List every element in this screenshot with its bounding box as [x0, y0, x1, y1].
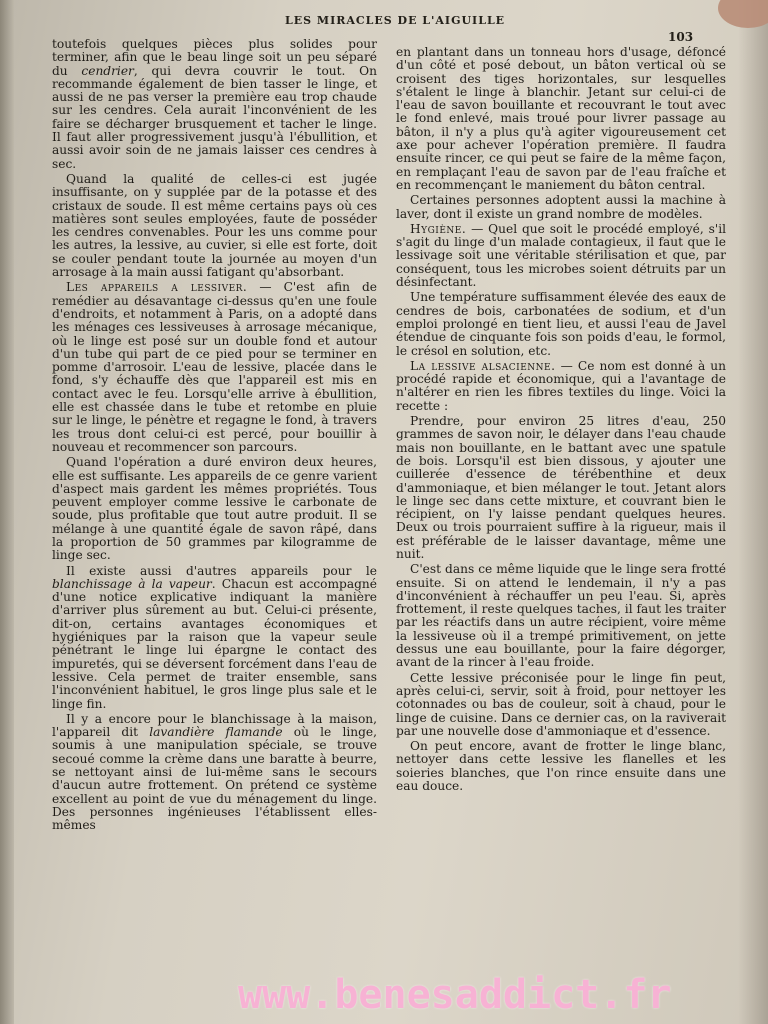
left-column: [52, 38, 377, 835]
paragraph: On peut encore, avant de frotter le linge blanc, nettoyer dans cette lessive les flanelles et les soieries blanches, que l'on rince ensuite dans une eau douce.: [396, 739, 726, 794]
paragraph: Cette lessive préconisée pour le linge fin peut, après celui-ci, servir, soit à froid, pour nettoyer les cotonnades ou bas de couleur, soit à chaud, pour le linge de cuisine. Dans ce dernier cas, on la raviverait par une nouvelle dose d'ammoniaque et d'essence.: [396, 670, 726, 738]
page-gutter-shadow: [0, 0, 14, 1024]
page-number: 103: [668, 30, 694, 44]
section-heading: Les appareils a lessiver.: [66, 280, 248, 295]
paragraph: Quand l'opération a duré environ deux heures, elle est suffisante. Les appareils de ce genre varient d'aspect mais gardent les mêmes propriétés. Tous peuvent employer comme lessive le carbonate de soude, plus profitable que tout autre produit. Il se mélange à une quantité égale de savon râpé, dans la proportion de 50 grammes par kilogramme de linge sec.: [52, 455, 377, 563]
paragraph: en plantant dans un tonneau hors d'usage, défoncé d'un côté et posé debout, un bâton vertical où se croisent des tiges horizontales, sur lesquelles s'étalent le linge à blanchir. Jetant sur celui-ci de l'eau de savon bouillante et recouvrant le tout avec le fond enlevé, mais troué pour livrer passage au bâton, il n'y a plus qu'à agiter vigoureusement cet axe pour achever l'opération première. Il faudra ensuite rincer, ce qui peut se faire de la même façon, en remplaçant l'eau de savon par de l'eau fraîche et en recommençant le maniement du bâton central.: [396, 45, 726, 192]
paragraph: C'est dans ce même liquide que le linge sera frotté ensuite. Si on attend le lendemain, il n'y a pas d'inconvénient à réchauffer un peu l'eau. Si, après frottement, il reste quelques taches, il faut les traiter par les réactifs dans un autre récipient, voire même la lessiveuse où il a trempé primitivement, on jette dessus une eau bouillante, pour la faire dégorger, avant de la rincer à l'eau froide.: [396, 562, 726, 670]
paragraph: Hygiène. — Quel que soit le procédé employé, s'il s'agit du linge d'un malade contagieux, il faut que le lessivage soit une véritable stérilisation et que, par conséquent, tous les microbes soient détruits par un désinfectant.: [396, 221, 726, 290]
paragraph: Certaines personnes adoptent aussi la machine à laver, dont il existe un grand nombre de modèles.: [396, 193, 726, 221]
paragraph: Les appareils a lessiver. — C'est afin de remédier au désavantage ci-dessus qu'en une foule d'endroits, et notamment à Paris, on a adopté dans les ménages ces lessiveuses à arrosage mécanique, où le linge est posé sur un double fond et autour d'un tube qui part de ce pied pour se terminer en pomme d'arrosoir. L'eau de lessive, placée dans le fond, s'y échauffe dès que l'appareil est mis en contact avec le feu. Lorsqu'elle arrive à ébullition, elle est chassée dans le tube et retombe en pluie sur le linge, le pénètre et regagne le fond, à travers les trous dont celui-ci est percé, pour bouillir à nouveau et recommencer son parcours.: [52, 280, 378, 454]
paragraph: Il existe aussi d'autres appareils pour le blanchissage à la vapeur. Chacun est accompagné d'une notice explicative indiquant la manière d'arriver plus sûrement au but. Celui-ci présente, dit-on, certains avantages économiques et hygiéniques par la raison que la vapeur seule pénétrant le linge lui épargne le contact des impuretés, qui se déversent forcément dans l'eau de lessive. Cela permet de traiter ensemble, sans l'inconvénient habituel, le gros linge plus sale et le linge fin.: [52, 563, 377, 711]
page-header: [0, 14, 768, 44]
paragraph: Quand la qualité de celles-ci est jugée insuffisante, on y supplée par de la potasse et des cristaux de soude. Il est même certains pays où ces matières sont seules employées, faute de posséder les cendres convenables. Pour les uns comme pour les autres, la lessive, au cuvier, si elle est forte, doit se couler pendant toute la journée au moyen d'un arrosage à la main aussi fatigant qu'absorbant.: [52, 171, 377, 280]
section-heading: Hygiène.: [410, 221, 467, 236]
paragraph: toutefois quelques pièces plus solides pour terminer, afin que le beau linge soit un peu séparé du cendrier, qui devra couvrir le tout. On recommande également de bien tasser le linge, et aussi de ne pas verser la première eau trop chaude sur les cendres. Cela aurait l'inconvénient de les faire se décharger brusquement et tacher le linge. Il faut aller progressivement jusqu'à l'ébullition, et aussi avoir soin de ne jamais laisser ces cendres à sec.: [52, 37, 377, 171]
running-title: LES MIRACLES DE L'AIGUILLE: [285, 14, 506, 27]
section-heading: La lessive alsacienne.: [410, 358, 556, 373]
right-column: [396, 46, 726, 795]
paragraph: Il y a encore pour le blanchissage à la maison, l'appareil dit lavandière flamande où le linge, soumis à une manipulation spéciale, se trouve secoué comme la crème dans une baratte à beurre, se nettoyant ainsi de lui-même sans le secours d'aucun autre frottement. On prétend ce système excellent au point de vue du ménagement du linge. Des personnes ingénieuses l'établissent elles-mêmes: [52, 711, 377, 833]
paragraph: Prendre, pour environ 25 litres d'eau, 250 grammes de savon noir, le délayer dans l'eau chaude mais non bouillante, en le battant avec une spatule de bois. Lorsqu'il est bien dissous, y ajouter une cuillerée d'essence de térébenthine et deux d'ammoniaque, et bien mélanger le tout. Jetant alors le linge sec dans cette mixture, et couvrant bien le récipient, on l'y laisse pendant quelques heures. Deux ou trois pourraient suffire à la rigueur, mais il est préférable de le laisser davantage, même une nuit.: [396, 414, 726, 561]
paragraph: La lessive alsacienne. — Ce nom est donné à un procédé rapide et économique, qui a l'avantage de n'altérer en rien les fibres textiles du linge. Voici la recette :: [396, 358, 727, 413]
paragraph: Une température suffisamment élevée des eaux de cendres de bois, carbonatées de sodium, et d'un emploi prolongé en tient lieu, et aussi l'eau de Javel étendue de cinquante fois son poids d'eau, le formol, le crésol en solution, etc.: [396, 290, 726, 358]
page-edge-shadow: [738, 0, 768, 1024]
watermark-text: www.benesaddict.fr: [238, 972, 672, 1018]
